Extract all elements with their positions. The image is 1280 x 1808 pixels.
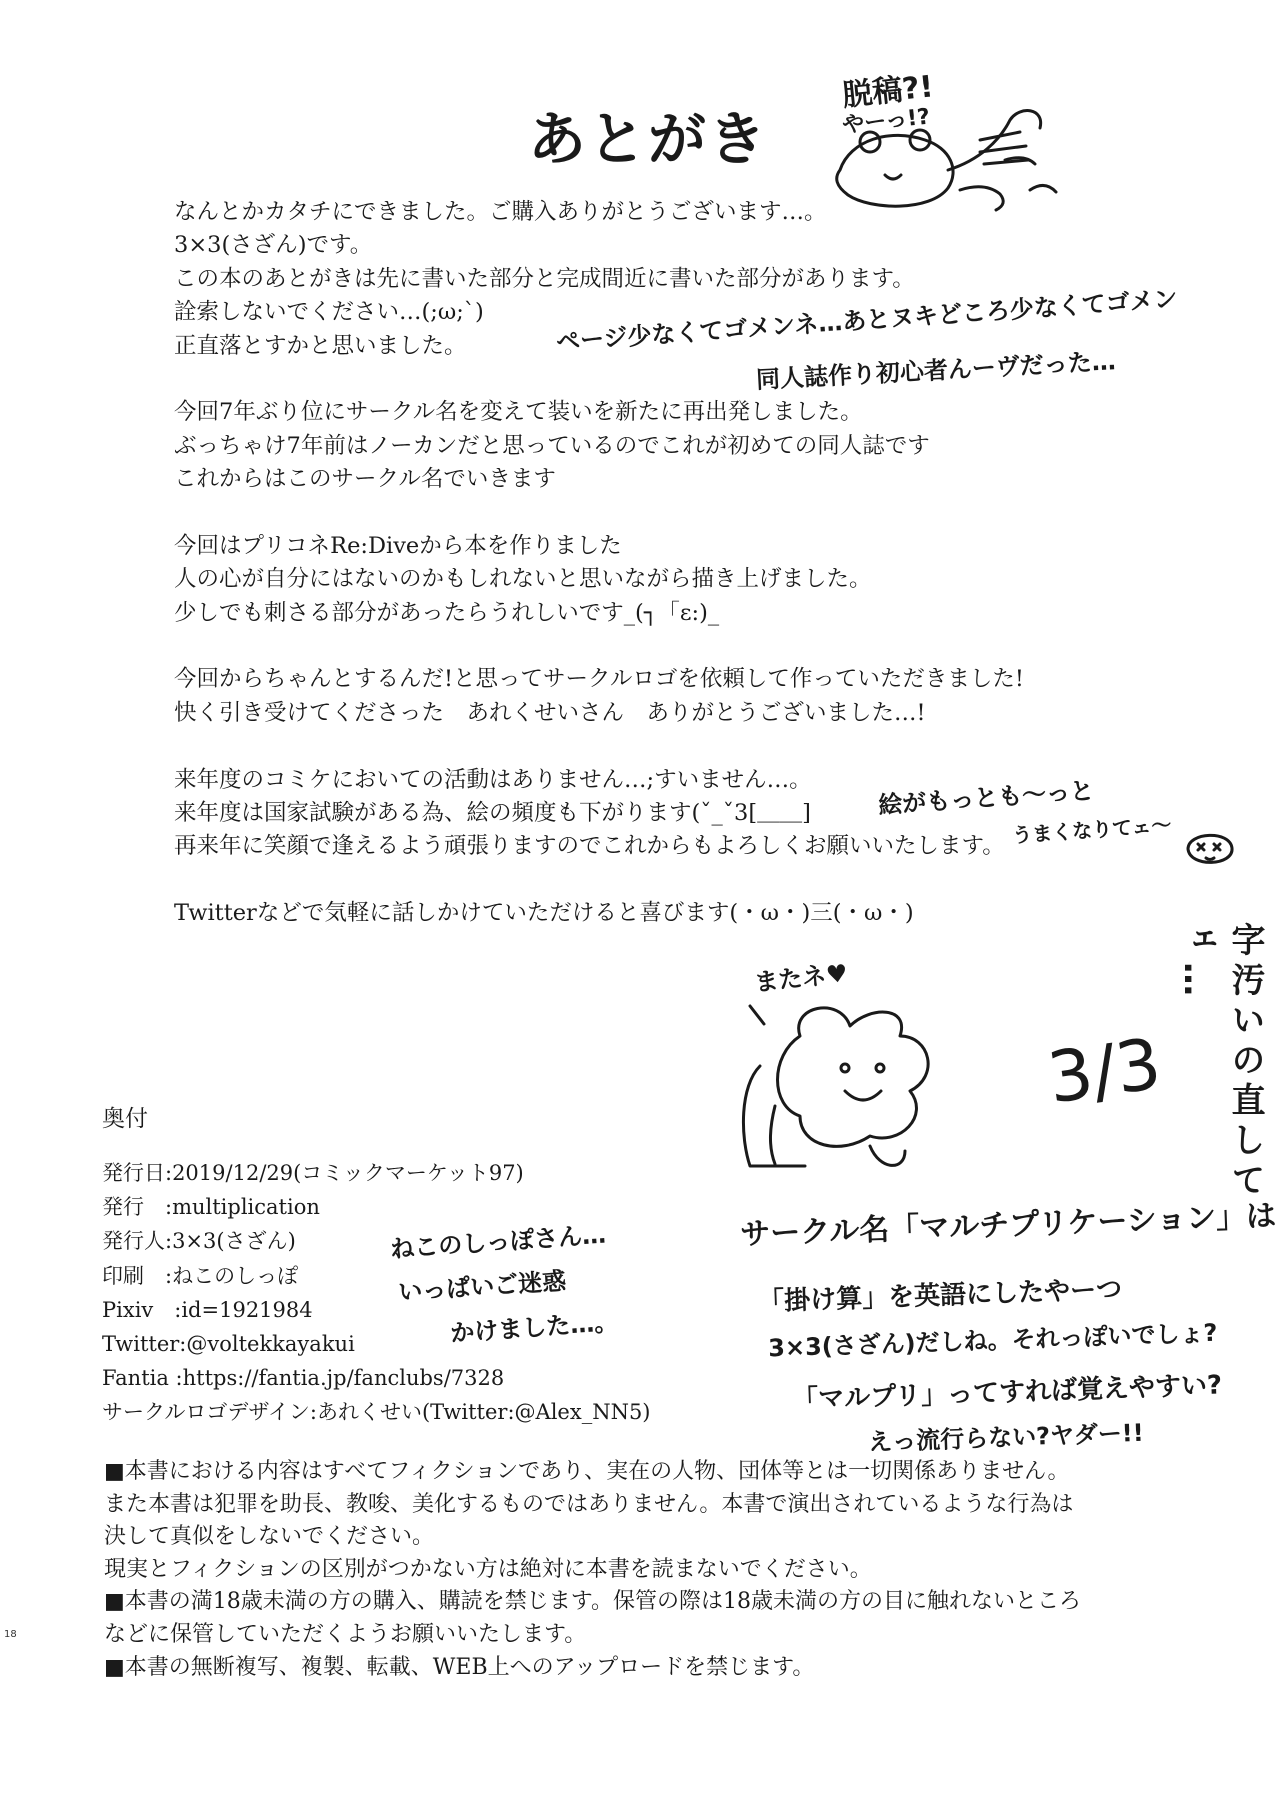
- doodle-matane: またネ♥: [753, 959, 849, 997]
- afterword-paragraph: [174, 663, 1134, 730]
- text-line: 今回はプリコネRe:Diveから本を作りました: [174, 532, 622, 559]
- colophon-row: 発行 :multiplication: [102, 1195, 320, 1220]
- printer-note-line: ねこのしっぽさん…: [389, 1220, 607, 1264]
- notice-line: また本書は犯罪を助長、教唆、美化するものではありません。本書で演出されているような行為は: [104, 1491, 1074, 1517]
- colophon-row: Twitter:@voltekkayakui: [102, 1331, 355, 1356]
- text-line: 来年度のコミケにおいての活動はありません…;すいません…。: [174, 766, 812, 793]
- doodle-drawing-note2: うまくなりてェ〜: [1011, 812, 1173, 848]
- text-line: 正直落とすかと思いました。: [174, 332, 467, 359]
- colophon-row: Fantia :https://fantia.jp/fanclubs/7328: [102, 1366, 505, 1391]
- printer-note-line: かけました…。: [449, 1307, 620, 1348]
- circle-note-line: サークル名「マルチプリケーション」は: [739, 1198, 1277, 1253]
- colophon-row: Pixiv :id=1921984: [102, 1297, 313, 1322]
- doodle-apology-line1: ページ少なくてゴメンネ…あとヌキどころ少なくてゴメン: [555, 284, 1179, 356]
- page-title: あとがき: [528, 105, 769, 173]
- text-line: なんとかカタチにできました。ご購入ありがとうございます…。: [174, 199, 827, 225]
- notice-line: ■本書の無断複写、複製、転載、WEB上へのアップロードを禁じます。: [104, 1654, 815, 1680]
- notice-line: ■本書における内容はすべてフィクションであり、実在の人物、団体等とは一切関係ありません。: [104, 1459, 1070, 1484]
- text-line: 人の心が自分にはないのかもしれないと思いながら描き上げました。: [174, 566, 872, 593]
- text-line: この本のあとがきは先に書いた部分と完成間近に書いた部分があります。: [174, 265, 915, 292]
- doodle-apology-line2: 同人誌作り初心者んーヴだった…: [755, 347, 1117, 394]
- text-line: 再来年に笑顔で逢えるよう頑張りますのでこれからもよろしくお願いいたします。: [174, 833, 1005, 860]
- text-line: ぶっちゃけ7年前はノーカンだと思っているのでこれが初めての同人誌です: [174, 432, 930, 459]
- text-line: Twitterなどで気軽に話しかけていただけると喜びます(・ω・)三(・ω・): [174, 900, 914, 927]
- text-line: 快く引き受けてくださった あれくせいさん ありがとうございました…!: [174, 699, 926, 726]
- text-line: 詮索しないでください…(;ω;`): [174, 299, 484, 326]
- text-line: 今回7年ぶり位にサークル名を変えて装いを新たに再出発しました。: [174, 399, 863, 426]
- text-line: 3×3(さざん)です。: [174, 232, 373, 259]
- colophon-row: 発行日:2019/12/29(コミックマーケット97): [102, 1161, 524, 1185]
- afterword-paragraph: [174, 897, 1134, 930]
- doodle-circle-note: [739, 1198, 1277, 1457]
- text-line: 今回からちゃんとするんだ!と思ってサークルロゴを依頼して作っていただきました!: [174, 666, 1024, 693]
- circle-note-line: 3×3(さざん)だしね。それっぽいでしょ?: [767, 1318, 1218, 1363]
- text-line: 少しでも刺さる部分があったらうれしいです_(┐「ε:)_: [174, 599, 720, 626]
- notice-line: 決して真似をしないでください。: [104, 1524, 435, 1550]
- colophon-row: 印刷 :ねこのしっぽ: [102, 1263, 299, 1288]
- doodle-vertical-note: 字汚いの直してェ…: [1176, 922, 1265, 1202]
- afterword-paragraph: [174, 530, 1134, 630]
- colophon-row: サークルロゴデザイン:あれくせい(Twitter:@Alex_NN5): [102, 1400, 651, 1425]
- legal-notice: [104, 1456, 1224, 1684]
- circle-note-line: 「マルプリ」ってすれば覚えやすい?: [791, 1370, 1223, 1416]
- page-number: 18: [4, 1629, 17, 1640]
- doodle-signature: 3/3: [1042, 1022, 1166, 1120]
- circle-note-line: えっ流行らない?ヤダー!!: [867, 1418, 1145, 1457]
- colophon-heading: 奥付: [102, 1106, 148, 1132]
- colophon-row: 発行人:3×3(さざん): [102, 1229, 296, 1254]
- colophon: [102, 1156, 651, 1430]
- doodle-drawing-note1: 絵がもっとも〜っと: [877, 776, 1095, 820]
- notice-line: ■本書の満18歳未満の方の購入、購読を禁じます。保管の際は18歳未満の方の目に触れないところ: [104, 1589, 1082, 1615]
- doodle-exclaim-sub: やーっ!?: [841, 104, 932, 139]
- circle-note-line: 「掛け算」を英語にしたやーつ: [757, 1274, 1123, 1318]
- notice-line: 現実とフィクションの区別がつかない方は絶対に本書を読まないでください。: [104, 1556, 872, 1582]
- text-line: これからはこのサークル名でいきます: [174, 466, 556, 493]
- printer-note-line: いっぱいご迷惑: [397, 1266, 568, 1307]
- afterword-paragraph: [174, 396, 1134, 496]
- notice-line: などに保管していただくようお願いいたします。: [104, 1621, 587, 1647]
- small-face-doodle: [1180, 824, 1240, 874]
- doodle-exclaim: 脱稿?!: [840, 69, 936, 114]
- waving-bear-doodle: [730, 996, 1030, 1196]
- text-line: 来年度は国家試験がある為、絵の頻度も下がります(ˇ_ˇ3[＿＿]: [174, 800, 811, 827]
